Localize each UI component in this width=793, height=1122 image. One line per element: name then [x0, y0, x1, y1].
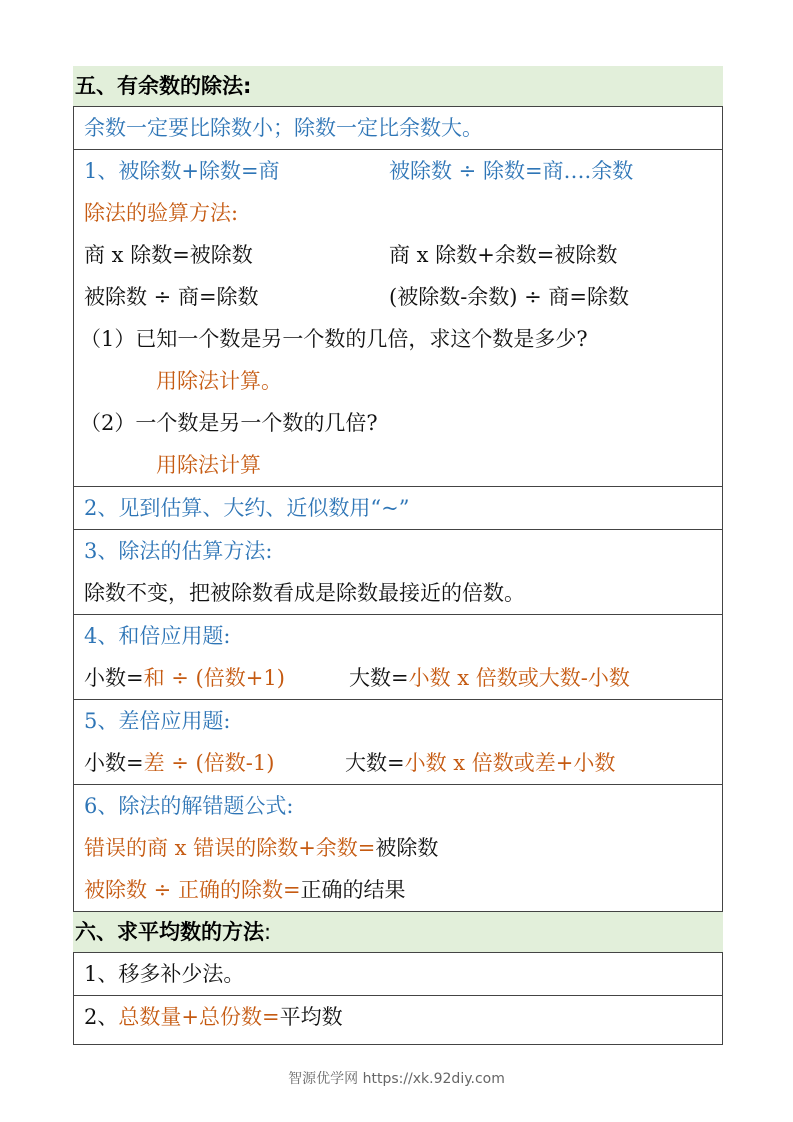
item6-line2: [84, 869, 722, 911]
item2-text: 2、见到估算、大约、近似数用“~”: [84, 496, 410, 520]
item1-box: [73, 150, 723, 487]
item1-formula-row: [84, 150, 722, 192]
check-row-1: [84, 234, 722, 276]
section6-item2-box: [73, 996, 723, 1045]
item6-title: 6、除法的解错题公式:: [84, 794, 294, 818]
document-page: [73, 66, 723, 1045]
item4-small-label: 小数=: [84, 666, 144, 690]
item5-title: 5、差倍应用题:: [84, 709, 231, 733]
section6-item2-prefix: 2、: [84, 1005, 119, 1029]
item3-body: 除数不变，把被除数看成是除数最接近的倍数。: [84, 581, 525, 605]
remainder-rule: 余数一定要比除数小；除数一定比余数大。: [84, 116, 483, 140]
remainder-rule-box: [73, 106, 723, 150]
answer-2: 用除法计算: [156, 453, 261, 477]
item4-big-formula: 小数 x 倍数或大数-小数: [408, 666, 630, 690]
section6-item2-result: 平均数: [279, 1005, 343, 1029]
item6-box: [73, 785, 723, 912]
item4-box: [73, 615, 723, 700]
item6-line1: [84, 827, 722, 869]
section6-item2-formula: 总数量+总份数=: [118, 1005, 280, 1029]
item1-left-formula: 1、被除数+除数=商: [84, 159, 280, 183]
item4-formula-row: [84, 657, 722, 699]
section6-item1: 1、移多补少法。: [84, 962, 245, 986]
check-method-title: 除法的验算方法:: [84, 201, 239, 225]
item5-box: [73, 700, 723, 785]
item5-small-formula: 差 ÷ (倍数-1): [143, 751, 275, 775]
item5-small: [84, 742, 345, 784]
item4-title: 4、和倍应用题:: [84, 624, 231, 648]
item5-big: [345, 742, 615, 784]
item6-line1-result: 被除数: [375, 836, 439, 860]
section6-item1-box: [73, 952, 723, 996]
section5-title: 五、有余数的除法:: [75, 74, 252, 98]
check-formula-l1: 商 x 除数=被除数: [84, 243, 253, 267]
check-formula-r2: (被除数-余数) ÷ 商=除数: [389, 285, 630, 309]
item2-box: [73, 487, 723, 530]
question-1: （1）已知一个数是另一个数的几倍，求这个数是多少?: [80, 327, 588, 351]
item4-small: [84, 657, 349, 699]
item1-right-formula: 被除数 ÷ 除数=商….余数: [389, 159, 634, 183]
section6-title-colon: :: [264, 920, 272, 944]
check-formula-l2: 被除数 ÷ 商=除数: [84, 285, 259, 309]
item4-small-formula: 和 ÷ (倍数+1): [143, 666, 285, 690]
check-row-2: [84, 276, 722, 318]
item5-big-formula: 小数 x 倍数或差+小数: [404, 751, 616, 775]
item6-line2-result: 正确的结果: [300, 878, 406, 902]
item5-small-label: 小数=: [84, 751, 144, 775]
answer-1: 用除法计算。: [156, 369, 282, 393]
item5-formula-row: [84, 742, 722, 784]
item3-box: [73, 530, 723, 615]
footer-watermark: 智源优学网 https://xk.92diy.com: [288, 1071, 505, 1087]
question-2: （2）一个数是另一个数的几倍?: [80, 411, 378, 435]
section5-header: [73, 66, 723, 106]
check-formula-r1: 商 x 除数+余数=被除数: [389, 243, 618, 267]
item6-line1-formula: 错误的商 x 错误的除数+余数=: [84, 836, 376, 860]
section6-title: 六、求平均数的方法: [75, 920, 264, 944]
item6-line2-formula: 被除数 ÷ 正确的除数=: [84, 878, 301, 902]
item3-title: 3、除法的估算方法:: [84, 539, 273, 563]
item5-big-label: 大数=: [345, 751, 405, 775]
item4-big-label: 大数=: [349, 666, 409, 690]
item4-big: [349, 657, 630, 699]
section6-header: [73, 912, 723, 952]
